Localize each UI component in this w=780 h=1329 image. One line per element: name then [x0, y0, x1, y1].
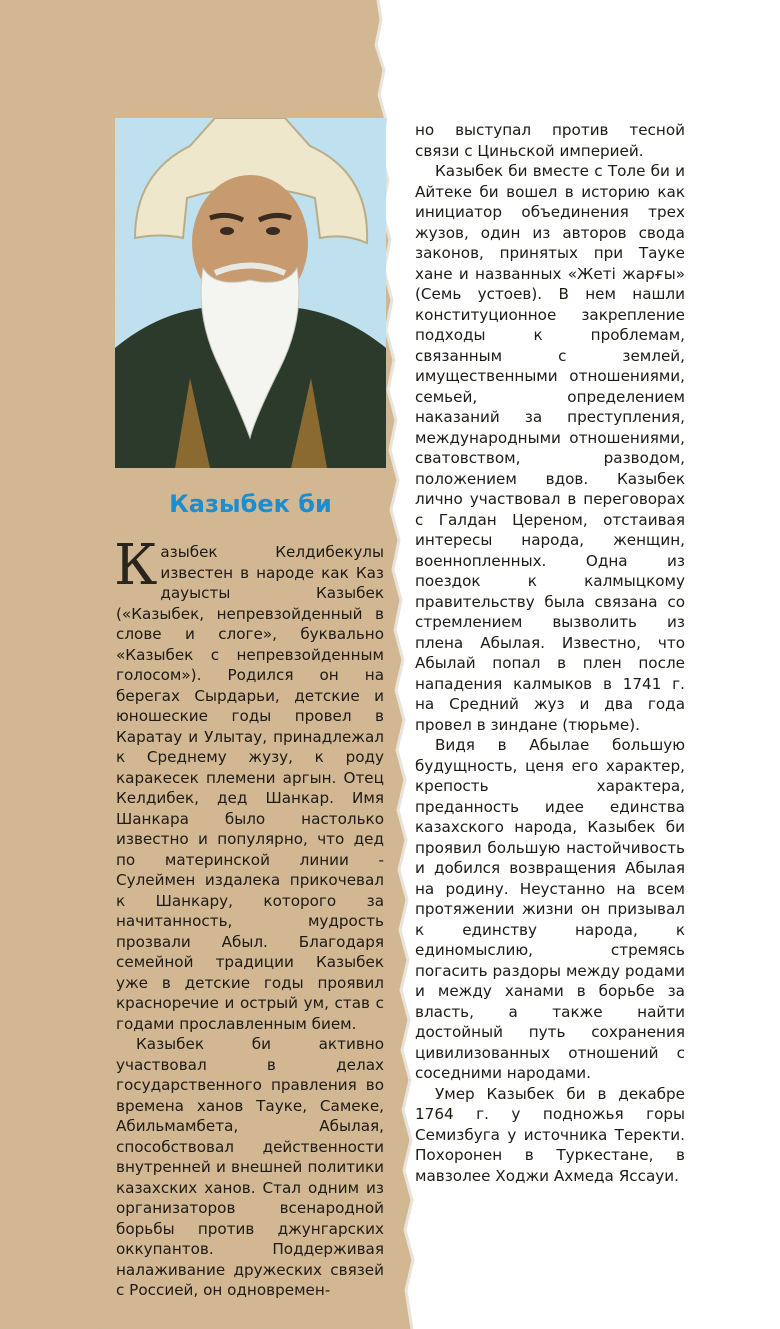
article-title: Казыбек би	[169, 490, 332, 518]
left-column	[114, 533, 384, 1301]
paragraph: Казыбек би вместе с Толе би и Айтеке би вошел в историю как инициатор объединения трех жузов, один из авторов свода законов, принятых при Тауке хане и названных «Жеті жарғы» (Семь устоев). В нем нашли конституционное закрепление подходы к проблемам, связанным с землей, имущественными отношениями, семьей, определением наказаний за преступления, международными отношениями, сватовством, разводом, положением вдов. Казыбек лично участвовал в переговорах с Галдан Цереном, отстаивая интересы народа, женщин, военнопленных. Одна из поездок к калмыцкому правительству была связана со стремлением вызволить из плена Абылая. Известно, что Абылай попал в плен после нападения калмыков в 1741 г. на Средний жуз и два года провел в зиндане (тюрьме).	[415, 162, 685, 734]
paragraph: Видя в Абылае большую будущность, ценя его характер, крепость характера, преданность идее единства казахского народа, Казыбек би проявил большую настойчивость и добился возвращения Абылая на родину. Неустанно на всем протяжении жизни он призывал к единству народа, к единомыслию, стремясь погасить раздоры между родами и между ханами в борьбе за власть, а также найти достойный путь сохранения цивилизованных отношений с соседними народами.	[415, 736, 685, 1082]
drop-cap: К	[114, 533, 158, 598]
right-column	[415, 120, 685, 1186]
paragraph: но выступал против тесной связи с Циньской империей.	[415, 121, 685, 160]
paragraph: Казыбек би активно участвовал в делах государственного правления во времена ханов Тауке, Самеке, Абильмамбета, Абылая, способствовал действенности внутренней и внешней политики казахских ханов. Стал одним из организаторов всенародной борьбы против джунгарских оккупантов. Поддерживая налаживание дружеских связей с Россией, он одновремен-	[116, 1035, 384, 1299]
paragraph: Умер Казыбек би в декабре 1764 г. у подножья горы Семизбуга у источника Теректи. Похоронен в Туркестане, в мавзолее Ходжи Ахмеда Яссауи.	[415, 1084, 685, 1185]
portrait-image	[115, 118, 386, 468]
paragraph	[114, 533, 384, 1034]
paragraph-text: азыбек Келдибекулы известен в народе как Каз дауысты Казыбек («Казыбек, непревзойденный в слове и слоге», буквально «Казыбек с непревзойденным голосом»). Родился он на берегах Сырдарьи, детские и юношеские годы провел в Каратау и Улытау, принадлежал к Среднему жузу, к роду каракесек племени аргын. Отец Келдибек, дед Шанкар. Имя Шанкара было настолько известно и популярно, что дед по материнской линии - Сулеймен издалека прикочевал к Шанкару, которого за начитанность, мудрость прозвали Абыл. Благодаря семейной традиции Казыбек уже в детские годы проявил красноречие и острый ум, став с годами прославленным бием.	[116, 543, 384, 1033]
